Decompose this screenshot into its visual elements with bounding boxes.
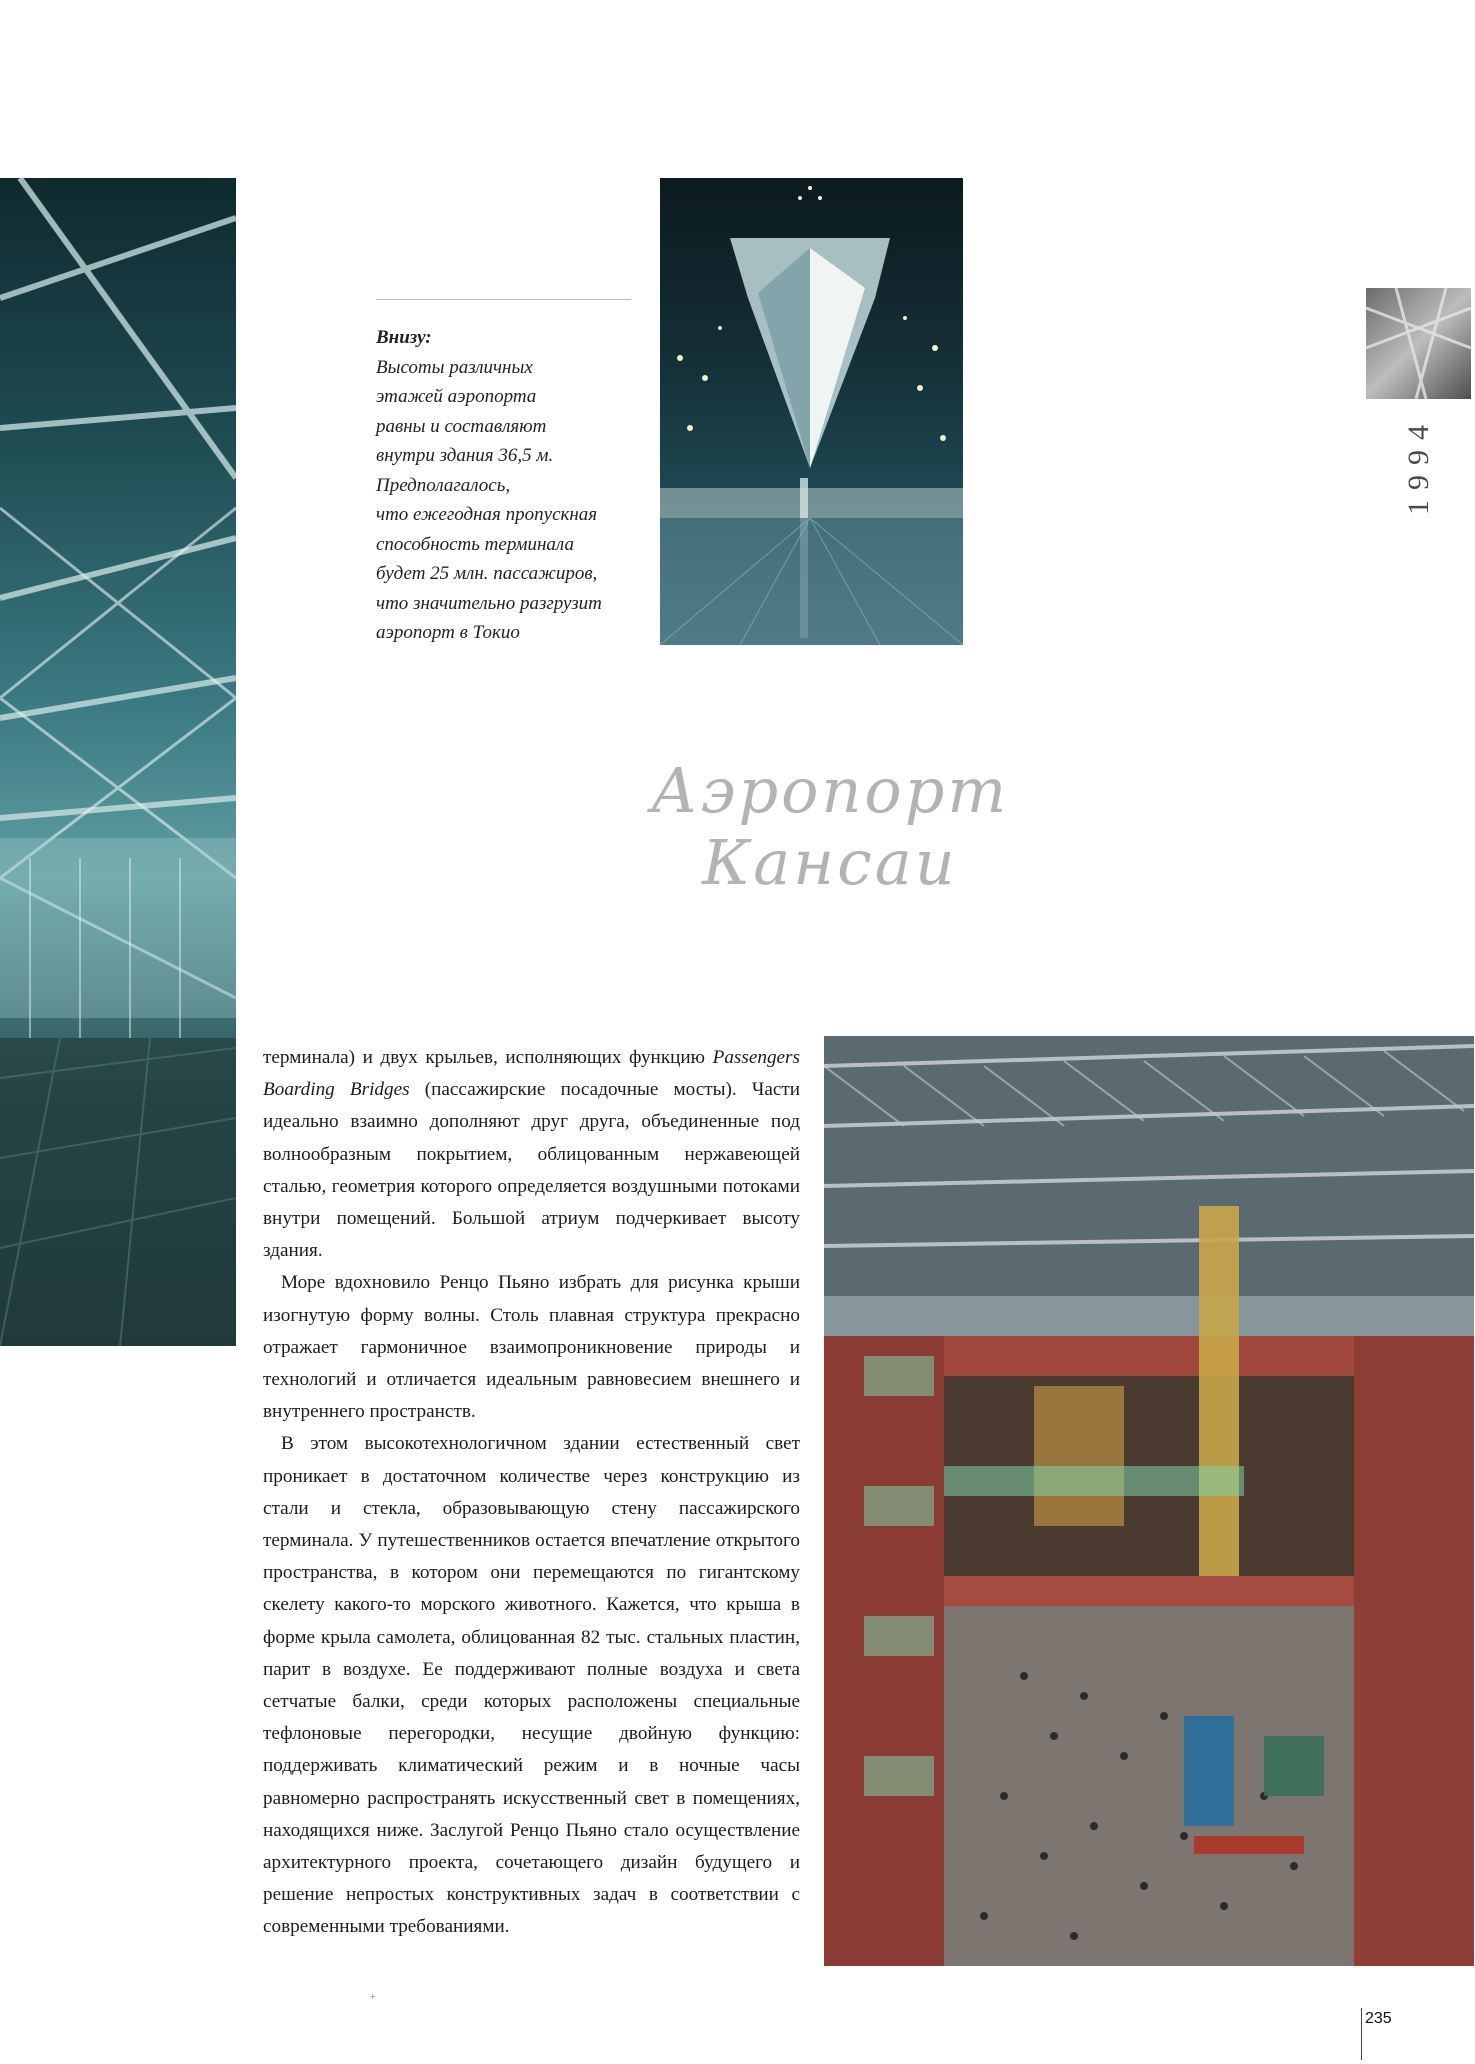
- thumbnail-photo: [1366, 288, 1471, 399]
- caption-line: будет 25 млн. пассажиров,: [376, 563, 598, 584]
- caption-line: равны и составляют: [376, 415, 547, 437]
- caption-line: способность терминала: [376, 533, 574, 555]
- year-vertical: 1994: [1402, 415, 1435, 515]
- photo-caption: [376, 323, 638, 648]
- caption-rule: [376, 299, 631, 300]
- body-paragraph-1: [263, 1042, 800, 1267]
- body-paragraph-2: Море вдохновило Ренцо Пьяно избрать для рисунка крыши изогнутую форму волны. Столь плавная структура прекрасно отражает гармоничное взаимопроникновение природы и технологий и отличается идеальным равновесием внешнего и внутреннего пространств.: [263, 1272, 800, 1423]
- body-text: терминала) и двух крыльев, исполняющих функцию: [263, 1047, 713, 1068]
- body-paragraph-3: В этом высокотехнологичном здании естественный свет проникает в достаточном количестве через конструкцию из стали и стекла, образовывающую стену пассажирского терминала. У путешественников остается впечатление открытого пространства, в котором они перемещаются по гигантскому скелету какого-то морского животного. Кажется, что крыша в форме крыла самолета, облицованная 82 тыс. стальных пластин, парит в воздухе. Ее поддерживают полные воздуха и света сетчатые балки, среди которых расположены специальные тефлоновые перегородки, несущие двойную функцию: поддерживать климатический режим и в ночные часы равномерно распространять искусственный свет в помещениях, находящихся ниже. Заслугой Ренцо Пьяно стало осуществление архитектурного проекта, сочетающего дизайн будущего и решение непростых конструктивных задач в соответствии с современными требованиями.: [263, 1433, 800, 1938]
- big-photo-atrium-interior: [824, 1036, 1474, 1966]
- article-body: [263, 1042, 800, 1944]
- page-number: 235: [1365, 2010, 1392, 2027]
- caption-line: аэропорт в Токио: [376, 622, 520, 643]
- small-mark: +: [370, 1992, 376, 2003]
- left-photo-terminal-truss: [0, 178, 236, 1346]
- caption-line: что ежегодная пропускная: [376, 504, 598, 525]
- top-photo-ceiling-structure: [660, 178, 963, 645]
- caption-line: внутри здания 36,5 м.: [376, 445, 554, 466]
- caption-line: что значительно разгрузит: [376, 592, 602, 614]
- caption-line: Высоты различных: [376, 356, 533, 378]
- body-text: (пассажирские посадочные мосты). Части идеально взаимно дополняют друг друга, объединенные под волнообразным покрытием, облицованным нержавеющей сталью, геометрия которого определяется воздушными потоками внутри помещений. Большой атриум подчеркивает высоту здания.: [263, 1079, 801, 1262]
- caption-heading: Внизу:: [376, 327, 432, 348]
- title-line-2: Кансаи: [702, 826, 958, 899]
- body-emphasis: Passengers Boarding Bridges: [263, 1047, 800, 1101]
- title-line-1: Аэропорт: [650, 754, 1010, 827]
- caption-line: Предполагалось,: [376, 474, 511, 496]
- article-title: [520, 755, 1140, 899]
- caption-line: этажей аэропорта: [376, 386, 537, 407]
- page-number-rule: [1361, 2008, 1362, 2060]
